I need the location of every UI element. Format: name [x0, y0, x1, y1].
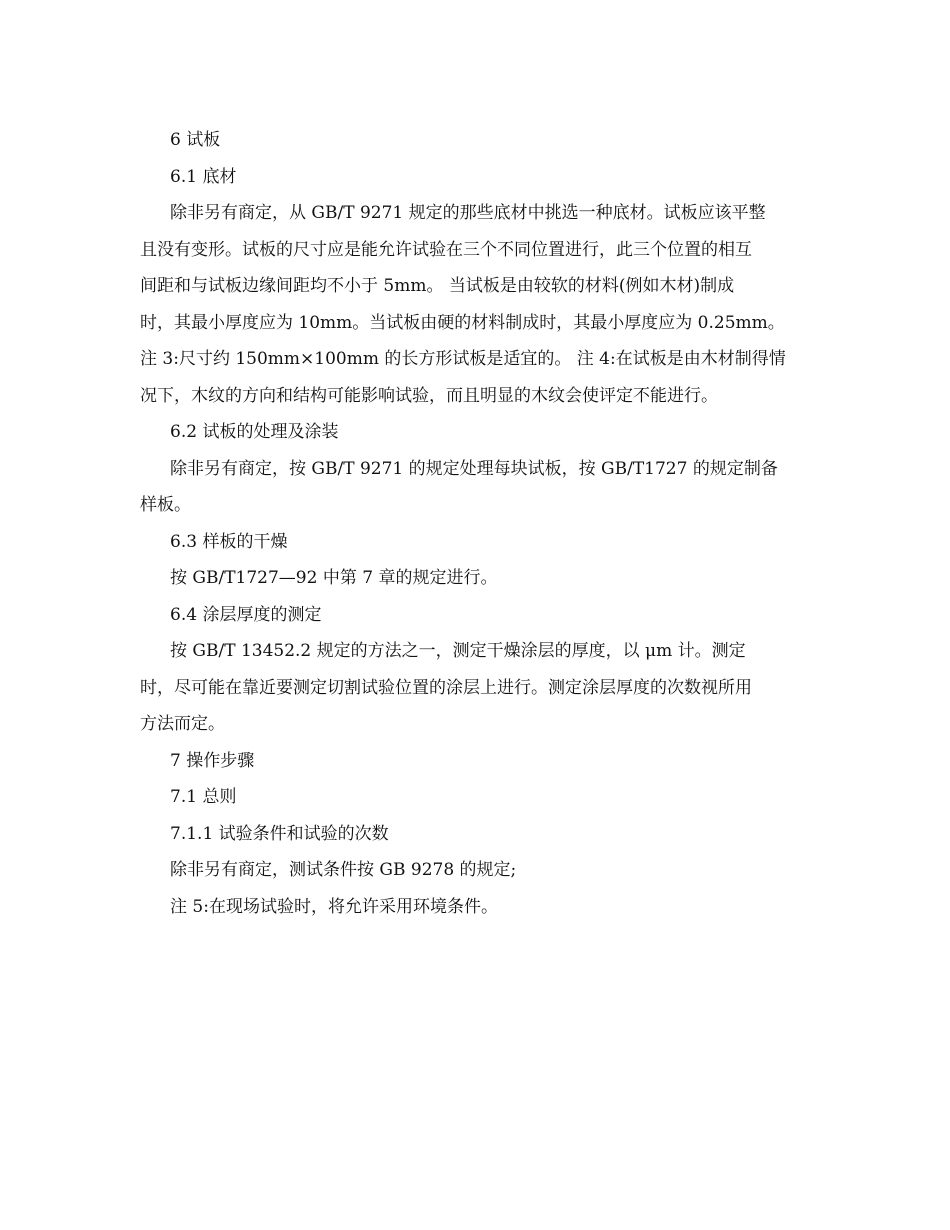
text-line: 样板。 [140, 495, 191, 515]
text-line: 时，其最小厚度应为 10mm。当试板由硬的材料制成时，其最小厚度应为 0.25mm。 [140, 312, 785, 333]
text-line: 6.2 试板的处理及涂装 [170, 422, 339, 442]
text-line: 6.4 涂层厚度的测定 [170, 604, 322, 625]
text-line: 除非另有商定，从 GB/T 9271 规定的那些底材中挑选一种底材。试板应该平整 [170, 203, 766, 223]
text-line: 除非另有商定，测试条件按 GB 9278 的规定; [170, 860, 517, 880]
document-page [140, 122, 820, 925]
text-line: 注 3:尺寸约 150mm×100mm 的长方形试板是适宜的。 注 4:在试板是由木材制得情 [140, 349, 786, 369]
text-line: 况下，木纹的方向和结构可能影响试验，而且明显的木纹会使评定不能进行。 [140, 385, 718, 406]
text-line: 按 GB/T 13452.2 规定的方法之一，测定干燥涂层的厚度，以 μm 计。测定 [170, 641, 746, 661]
text-line: 6.3 样板的干燥 [170, 531, 288, 552]
text-line: 6.1 底材 [170, 166, 237, 187]
text-line: 方法而定。 [140, 714, 225, 734]
text-line: 按 GB/T1727—92 中第 7 章的规定进行。 [170, 568, 498, 588]
text-line: 注 5:在现场试验时，将允许采用环境条件。 [170, 896, 498, 917]
text-line: 7.1.1 试验条件和试验的次数 [170, 823, 389, 844]
text-line: 7.1 总则 [170, 787, 237, 807]
text-line: 且没有变形。试板的尺寸应是能允许试验在三个不同位置进行，此三个位置的相互 [140, 239, 752, 260]
text-line: 7 操作步骤 [170, 750, 255, 771]
text-line: 时，尽可能在靠近要测定切割试验位置的涂层上进行。测定涂层厚度的次数视所用 [140, 677, 752, 698]
text-line: 6 试板 [170, 130, 221, 150]
text-line: 除非另有商定，按 GB/T 9271 的规定处理每块试板，按 GB/T1727 的规定制备 [170, 458, 778, 479]
text-line: 间距和与试板边缘间距均不小于 5mm。 当试板是由较软的材料(例如木材)制成 [140, 276, 735, 296]
